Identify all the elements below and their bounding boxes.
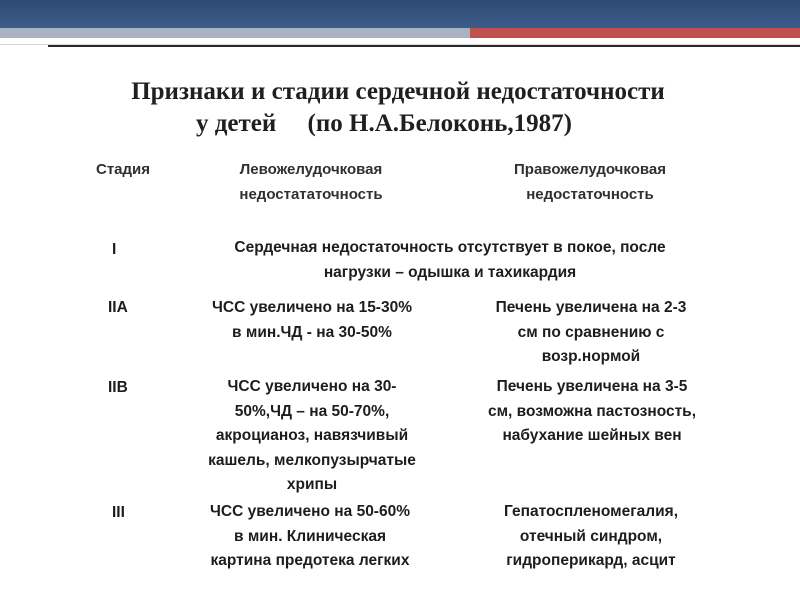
stage-iii-left xyxy=(176,500,444,574)
text-line: 50%,ЧД – на 50-70%, xyxy=(234,402,390,420)
text-line: гидроперикард, асцит xyxy=(506,552,676,569)
header-bar-red xyxy=(470,28,800,38)
slide-title-line-2: у детей (по Н.А.Белоконь,1987) xyxy=(196,110,572,137)
stage-iib-left xyxy=(174,375,450,498)
text-line: в мин. Клиническая xyxy=(234,527,386,545)
text-line: нагрузки – одышка и тахикардия xyxy=(323,263,577,281)
header-left-line-1: Левожелудочковая xyxy=(239,161,383,178)
slide-title-line-1: Признаки и стадии сердечной недостаточности xyxy=(131,78,665,105)
text-line: кашель, мелкопузырчатые xyxy=(208,451,416,469)
text-line: Сердечная недостаточность отсутствует в покое, после xyxy=(234,239,666,256)
text-line: см по сравнению с xyxy=(517,323,665,341)
text-line: в мин.ЧД - на 30-50% xyxy=(232,323,392,341)
text-line: Печень увеличена на 3-5 xyxy=(496,378,688,395)
stage-label: IIA xyxy=(108,299,128,316)
text-line: ЧСС увеличено на 30- xyxy=(227,378,397,395)
text-line: набухание шейных вен xyxy=(502,427,682,444)
text-line: см, возможна пастозность, xyxy=(487,402,697,420)
header-bar-blue xyxy=(0,0,800,28)
text-line: картина предотека легких xyxy=(210,552,410,569)
stage-iia-left xyxy=(180,296,444,345)
header-right-line-2: недостаточность xyxy=(526,185,654,203)
text-line: ЧСС увеличено на 15-30% xyxy=(212,299,412,316)
stage-iia-right xyxy=(458,296,724,370)
stage-label: III xyxy=(112,504,125,521)
stage-iii-right xyxy=(458,500,724,574)
stage-label: IIB xyxy=(108,379,128,396)
stage-i-description xyxy=(170,236,730,285)
text-line: Гепатоспленомегалия, xyxy=(503,503,678,520)
stage-iib-right xyxy=(450,375,734,449)
header-right-line-1: Правожелудочковая xyxy=(514,161,666,178)
text-line: возр.нормой xyxy=(541,348,641,365)
header-stage: Стадия xyxy=(96,161,151,178)
header-left-ventricular xyxy=(196,158,426,207)
header-right-ventricular xyxy=(470,158,710,207)
header-left-line-2: недостататочность xyxy=(239,185,383,203)
stage-label: I xyxy=(112,241,117,258)
text-line: акроцианоз, навязчивый xyxy=(215,427,409,444)
divider-dark xyxy=(48,45,800,47)
text-line: ЧСС увеличено на 50-60% xyxy=(210,503,410,520)
text-line: хрипы xyxy=(286,476,338,493)
text-line: отечный синдром, xyxy=(519,527,663,545)
text-line: Печень увеличена на 2-3 xyxy=(495,299,687,316)
